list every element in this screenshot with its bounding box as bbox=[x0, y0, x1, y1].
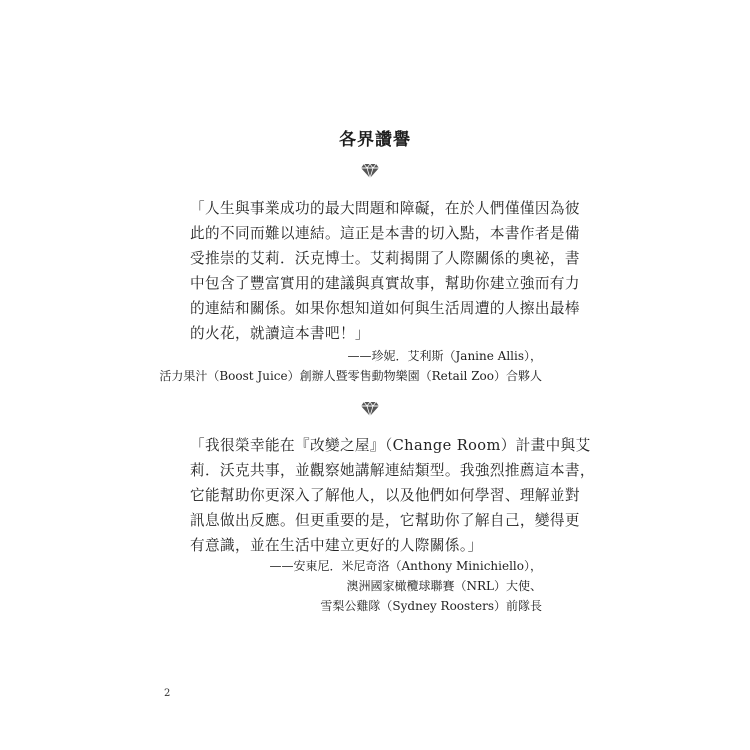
attribution-line: ——安東尼．米尼奇洛（Anthony Minichiello）， bbox=[269, 559, 542, 573]
diamond-icon bbox=[360, 401, 380, 417]
quote-line: 的連結和關係。如果你想知道如何與生活周遭的人擦出最棒 bbox=[190, 300, 580, 317]
quote-line: 「人生與事業成功的最大問題和障礙，在於人們僅僅因為彼 bbox=[190, 200, 580, 217]
attribution-line: 澳洲國家橄欖球聯賽（NRL）大使、 bbox=[346, 579, 542, 593]
quote-line: 的火花，就讀這本書吧！」 bbox=[190, 325, 370, 342]
testimonial-quote-2 bbox=[190, 433, 595, 558]
page-number: 2 bbox=[164, 688, 171, 699]
quote-line: 莉．沃克共事，並觀察她講解連結類型。我強烈推薦這本書， bbox=[190, 462, 595, 479]
testimonial-attribution-2 bbox=[270, 556, 542, 616]
testimonial-quote-1 bbox=[190, 196, 580, 346]
quote-line: 訊息做出反應。但更重要的是，它幫助你了解自己，變得更 bbox=[190, 512, 580, 529]
attribution-line: 雪梨公雞隊（Sydney Roosters）前隊長 bbox=[320, 599, 542, 613]
attribution-line: 活力果汁（Boost Juice）創辦人暨零售動物樂園（Retail Zoo）合夥人 bbox=[159, 369, 542, 383]
quote-line: 「我很榮幸能在『改變之屋』（Change Room）計畫中與艾 bbox=[190, 437, 591, 454]
quote-line: 有意識，並在生活中建立更好的人際關係。」 bbox=[190, 537, 483, 554]
quote-line: 此的不同而難以連結。這正是本書的切入點，本書作者是備 bbox=[190, 225, 580, 242]
testimonial-attribution-1 bbox=[159, 346, 542, 386]
quote-line: 中包含了豐富實用的建議與真實故事，幫助你建立強而有力 bbox=[190, 275, 580, 292]
quote-line: 它能幫助你更深入了解他人，以及他們如何學習、理解並對 bbox=[190, 487, 580, 504]
page-title: 各界讚譽 bbox=[339, 130, 411, 150]
attribution-line: ——珍妮．艾利斯（Janine Allis）， bbox=[347, 349, 542, 363]
quote-line: 受推崇的艾莉．沃克博士。艾莉揭開了人際關係的奧祕，書 bbox=[190, 250, 580, 267]
diamond-icon bbox=[360, 163, 380, 179]
